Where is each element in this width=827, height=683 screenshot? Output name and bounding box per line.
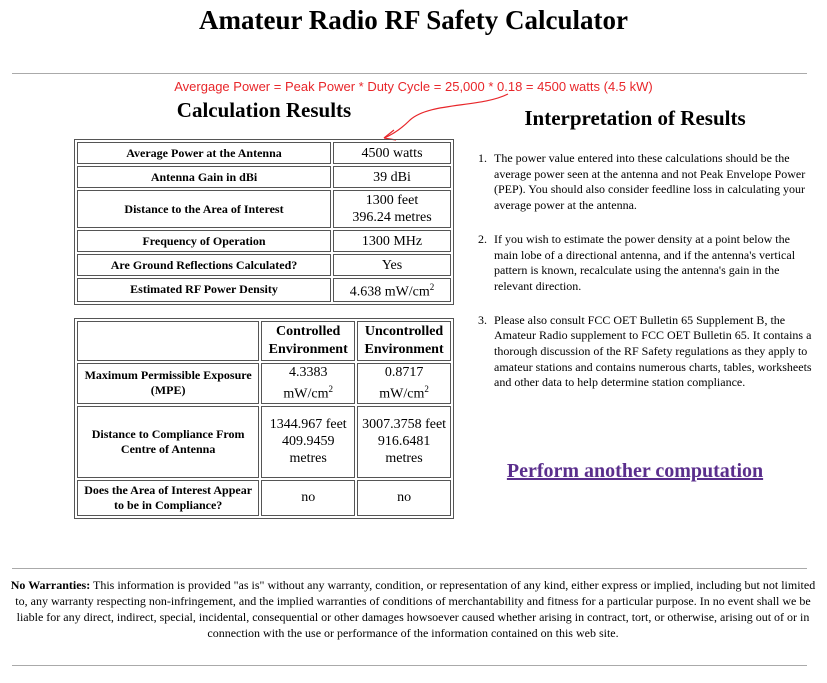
frequency-label: Frequency of Operation bbox=[77, 230, 331, 252]
compliance-table bbox=[74, 318, 454, 519]
ground-reflections-label: Are Ground Reflections Calculated? bbox=[77, 254, 331, 276]
average-power-label: Average Power at the Antenna bbox=[77, 142, 331, 164]
frequency-value: 1300 MHz bbox=[333, 230, 451, 252]
warranty-text: This information is provided "as is" without any warranty, condition, or representation of any kind, either express or implied, including but not limited to, any warranty respecting non-infringement, and the implied warranties of conditions of merchantability and fitness for a particular purpose. In no event shall we be liable for any direct, indirect, special, incidental, consequential or other damages howsoever caused whether arising in contract, tort, or otherwise, arising out of or in connection with the use or performance of the information contained on this web site. bbox=[15, 578, 816, 640]
power-density-value bbox=[333, 278, 451, 302]
table-row bbox=[77, 480, 451, 516]
antenna-gain-value: 39 dBi bbox=[333, 166, 451, 188]
results-table bbox=[74, 139, 454, 305]
distance-label: Distance to the Area of Interest bbox=[77, 190, 331, 228]
distance-cell bbox=[333, 190, 451, 228]
table-row bbox=[77, 278, 451, 302]
table-row bbox=[77, 230, 451, 252]
warranty-label: No Warranties: bbox=[10, 578, 91, 592]
table-row bbox=[77, 142, 451, 164]
antenna-gain-label: Antenna Gain in dBi bbox=[77, 166, 331, 188]
calculation-results-heading: Calculation Results bbox=[176, 98, 352, 122]
average-power-value: 4500 watts bbox=[333, 142, 451, 164]
table-row bbox=[77, 321, 451, 361]
table-row bbox=[77, 190, 451, 228]
in-compliance-controlled: no bbox=[261, 480, 355, 516]
table-row bbox=[77, 406, 451, 478]
compliance-distance-controlled: 1344.967 feet 409.9459 metres bbox=[261, 406, 355, 478]
power-density-label: Estimated RF Power Density bbox=[77, 278, 331, 302]
controlled-header: Controlled Environment bbox=[261, 321, 355, 361]
in-compliance-uncontrolled: no bbox=[357, 480, 451, 516]
ground-reflections-value: Yes bbox=[333, 254, 451, 276]
table-row bbox=[77, 363, 451, 404]
uncontrolled-header: Uncontrolled Environment bbox=[357, 321, 451, 361]
page-title: Amateur Radio RF Safety Calculator bbox=[199, 5, 628, 35]
distance-feet: 1300 feet bbox=[365, 193, 419, 208]
mpe-controlled bbox=[261, 363, 355, 404]
compliance-distance-label: Distance to Compliance From Centre of Antenna bbox=[77, 406, 259, 478]
in-compliance-label: Does the Area of Interest Appear to be in Compliance? bbox=[77, 480, 259, 516]
table-row bbox=[77, 166, 451, 188]
warranty-notice bbox=[10, 577, 816, 641]
distance-metres: 396.24 metres bbox=[352, 210, 432, 225]
mpe-uncontrolled bbox=[357, 363, 451, 404]
compliance-distance-uncontrolled: 3007.3758 feet 916.6481 metres bbox=[357, 406, 451, 478]
warranty-top-divider bbox=[12, 568, 807, 569]
perform-another-computation-link[interactable]: Perform another computation bbox=[506, 460, 764, 482]
note-item: 3. Please also consult FCC OET Bulletin 65 Supplement B, the Amateur Radio supplement to FCC OET Bulletin 65. It contains a thorough discussion of the RF Safety regulations as they apply to amateur stations and contains numerous charts, tables, worksheets and other data to help determine station compliance. bbox=[490, 313, 812, 392]
table-row bbox=[77, 254, 451, 276]
warranty-bottom-divider bbox=[12, 665, 807, 666]
mpe-controlled-sup: 2 bbox=[328, 384, 333, 394]
mpe-uncontrolled-number: 0.8717 mW/cm bbox=[379, 365, 425, 402]
power-density-number: 4.638 mW/cm bbox=[349, 284, 430, 300]
interpretation-heading: Interpretation of Results bbox=[524, 106, 746, 130]
empty-header-cell bbox=[77, 321, 259, 361]
average-power-annotation: Avergage Power = Peak Power * Duty Cycle = 25,000 * 0.18 = 4500 watts (4.5 kW) bbox=[174, 79, 653, 94]
mpe-label: Maximum Permissible Exposure (MPE) bbox=[77, 363, 259, 404]
mpe-controlled-number: 4.3383 mW/cm bbox=[283, 365, 329, 402]
power-density-sup: 2 bbox=[429, 282, 435, 292]
mpe-uncontrolled-sup: 2 bbox=[424, 384, 429, 394]
top-divider bbox=[12, 73, 807, 74]
note-item: 1. The power value entered into these calculations should be the average power seen at the antenna and not Peak Envelope Power (PEP). You should also consider feedline loss in calculating your average power at the antenna. bbox=[490, 151, 812, 214]
note-item: 2. If you wish to estimate the power density at a point below the main lobe of a directional antenna, and if the antenna's vertical pattern is known, recalculate using the antenna's gain in the relevant direction. bbox=[490, 232, 812, 295]
interpretation-notes bbox=[468, 151, 812, 409]
